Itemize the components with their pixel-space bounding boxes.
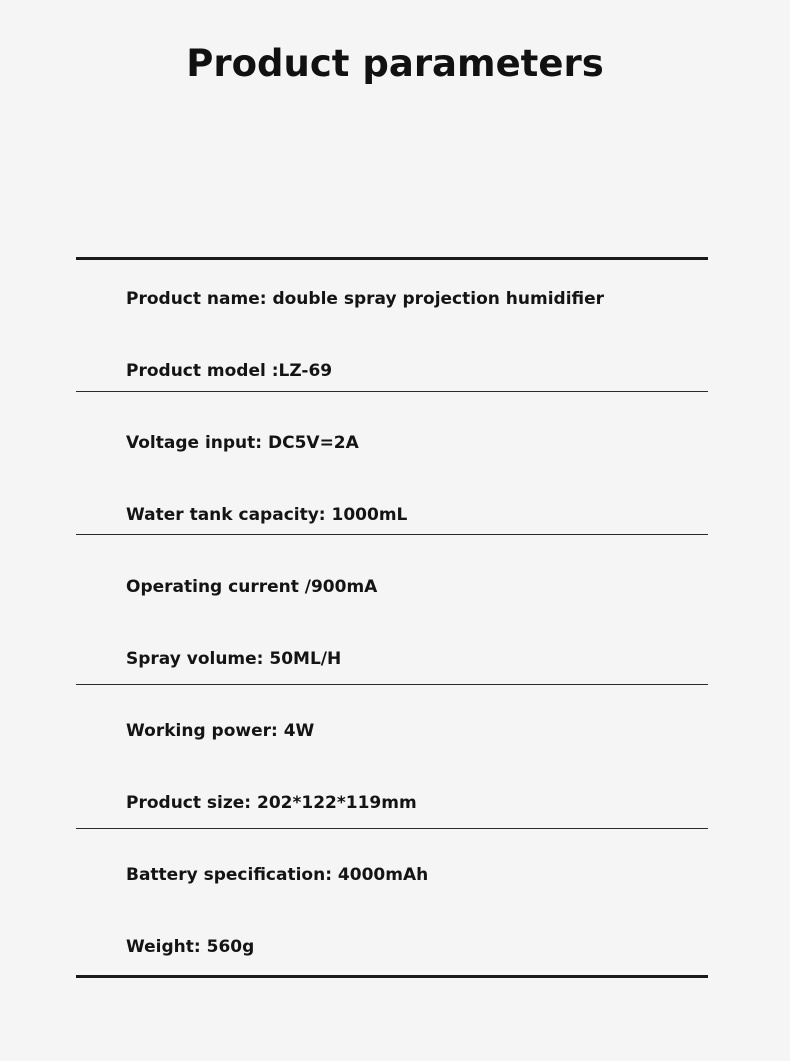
row-divider <box>76 828 708 829</box>
param-product-name: Product name: double spray projection humidifier <box>126 289 605 309</box>
param-product-model: Product model :LZ-69 <box>126 361 333 381</box>
param-weight: Weight: 560g <box>126 937 255 957</box>
param-spray-volume: Spray volume: 50ML/H <box>126 649 342 669</box>
param-battery-specification: Battery specification: 4000mAh <box>126 865 429 885</box>
param-working-power: Working power: 4W <box>126 721 315 741</box>
row-divider <box>76 391 708 392</box>
row-divider <box>76 534 708 535</box>
table-top-rule <box>76 257 708 260</box>
table-bottom-rule <box>76 975 708 978</box>
row-divider <box>76 684 708 685</box>
param-operating-current: Operating current /900mA <box>126 577 378 597</box>
param-water-tank-capacity: Water tank capacity: 1000mL <box>126 505 408 525</box>
param-product-size: Product size: 202*122*119mm <box>126 793 417 813</box>
param-voltage-input: Voltage input: DC5V=2A <box>126 433 359 453</box>
page-title: Product parameters <box>186 42 604 85</box>
